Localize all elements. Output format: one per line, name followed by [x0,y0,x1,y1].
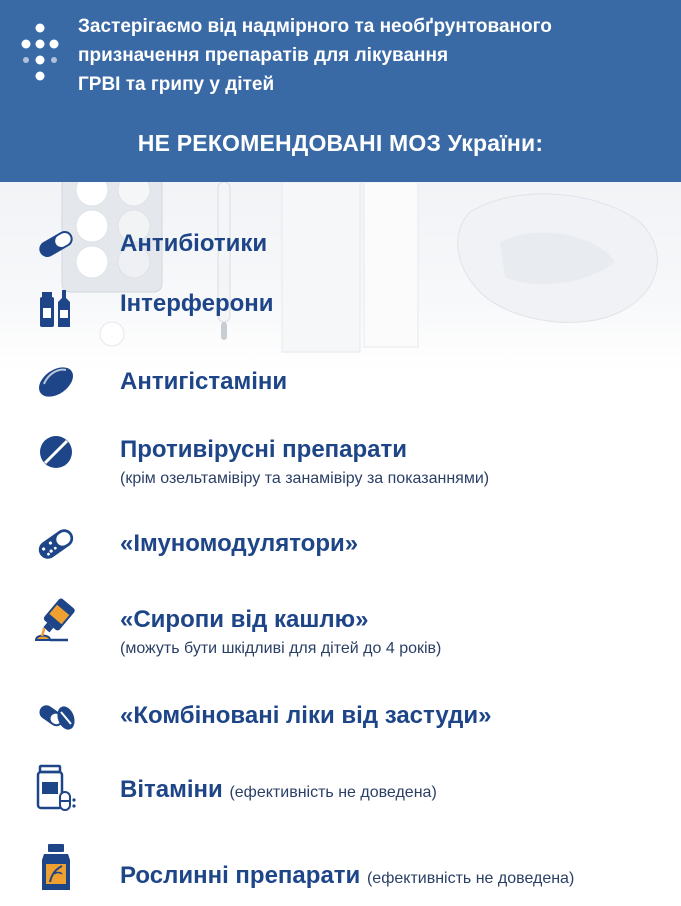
item-sub-note: (можуть бути шкідливі для дітей до 4 років) [120,640,442,657]
item-label-text: Вітаміни [120,776,223,803]
item-label: Інтерферони [120,290,274,317]
item-label [120,862,574,890]
item-inline-note: (ефективність не доведена) [229,784,437,801]
header-subtitle: НЕ РЕКОМЕНДОВАНІ МОЗ України: [137,130,544,156]
header-title-line-1: Застерігаємо від надмірного та необґрунтованого [78,16,552,37]
item-sub-note: (крім озельтамівіру та занамівіру за показаннями) [120,470,490,487]
vials-icon [34,286,78,330]
syrup-bottle-spoon-icon [28,596,80,648]
capsule-icon [34,222,78,266]
herbal-bottle-icon [34,842,78,892]
item-label-text: Рослинні препарати [120,862,361,889]
vitamin-jar-icon [34,764,78,812]
pills-pair-icon [34,694,78,738]
item-label: «Сиропи від кашлю» [120,606,369,633]
oval-pill-icon [34,360,78,404]
item-label: «Імуномодулятори» [120,530,359,557]
item-label: «Комбіновані ліки від застуди» [120,702,492,729]
item-label: Противірусні препарати [120,436,408,463]
scored-tablet-icon [34,430,78,474]
item-inline-note: (ефективність не доведена) [366,870,575,887]
item-label [120,776,437,804]
item-label: Антибіотики [120,230,268,257]
header-title-line-2: призначення препаратів для лікування [78,45,449,66]
dotted-capsule-icon [34,522,78,566]
item-label: Антигістаміни [120,368,288,395]
header-title-line-3: ГРВІ та грипу у дітей [78,74,275,95]
